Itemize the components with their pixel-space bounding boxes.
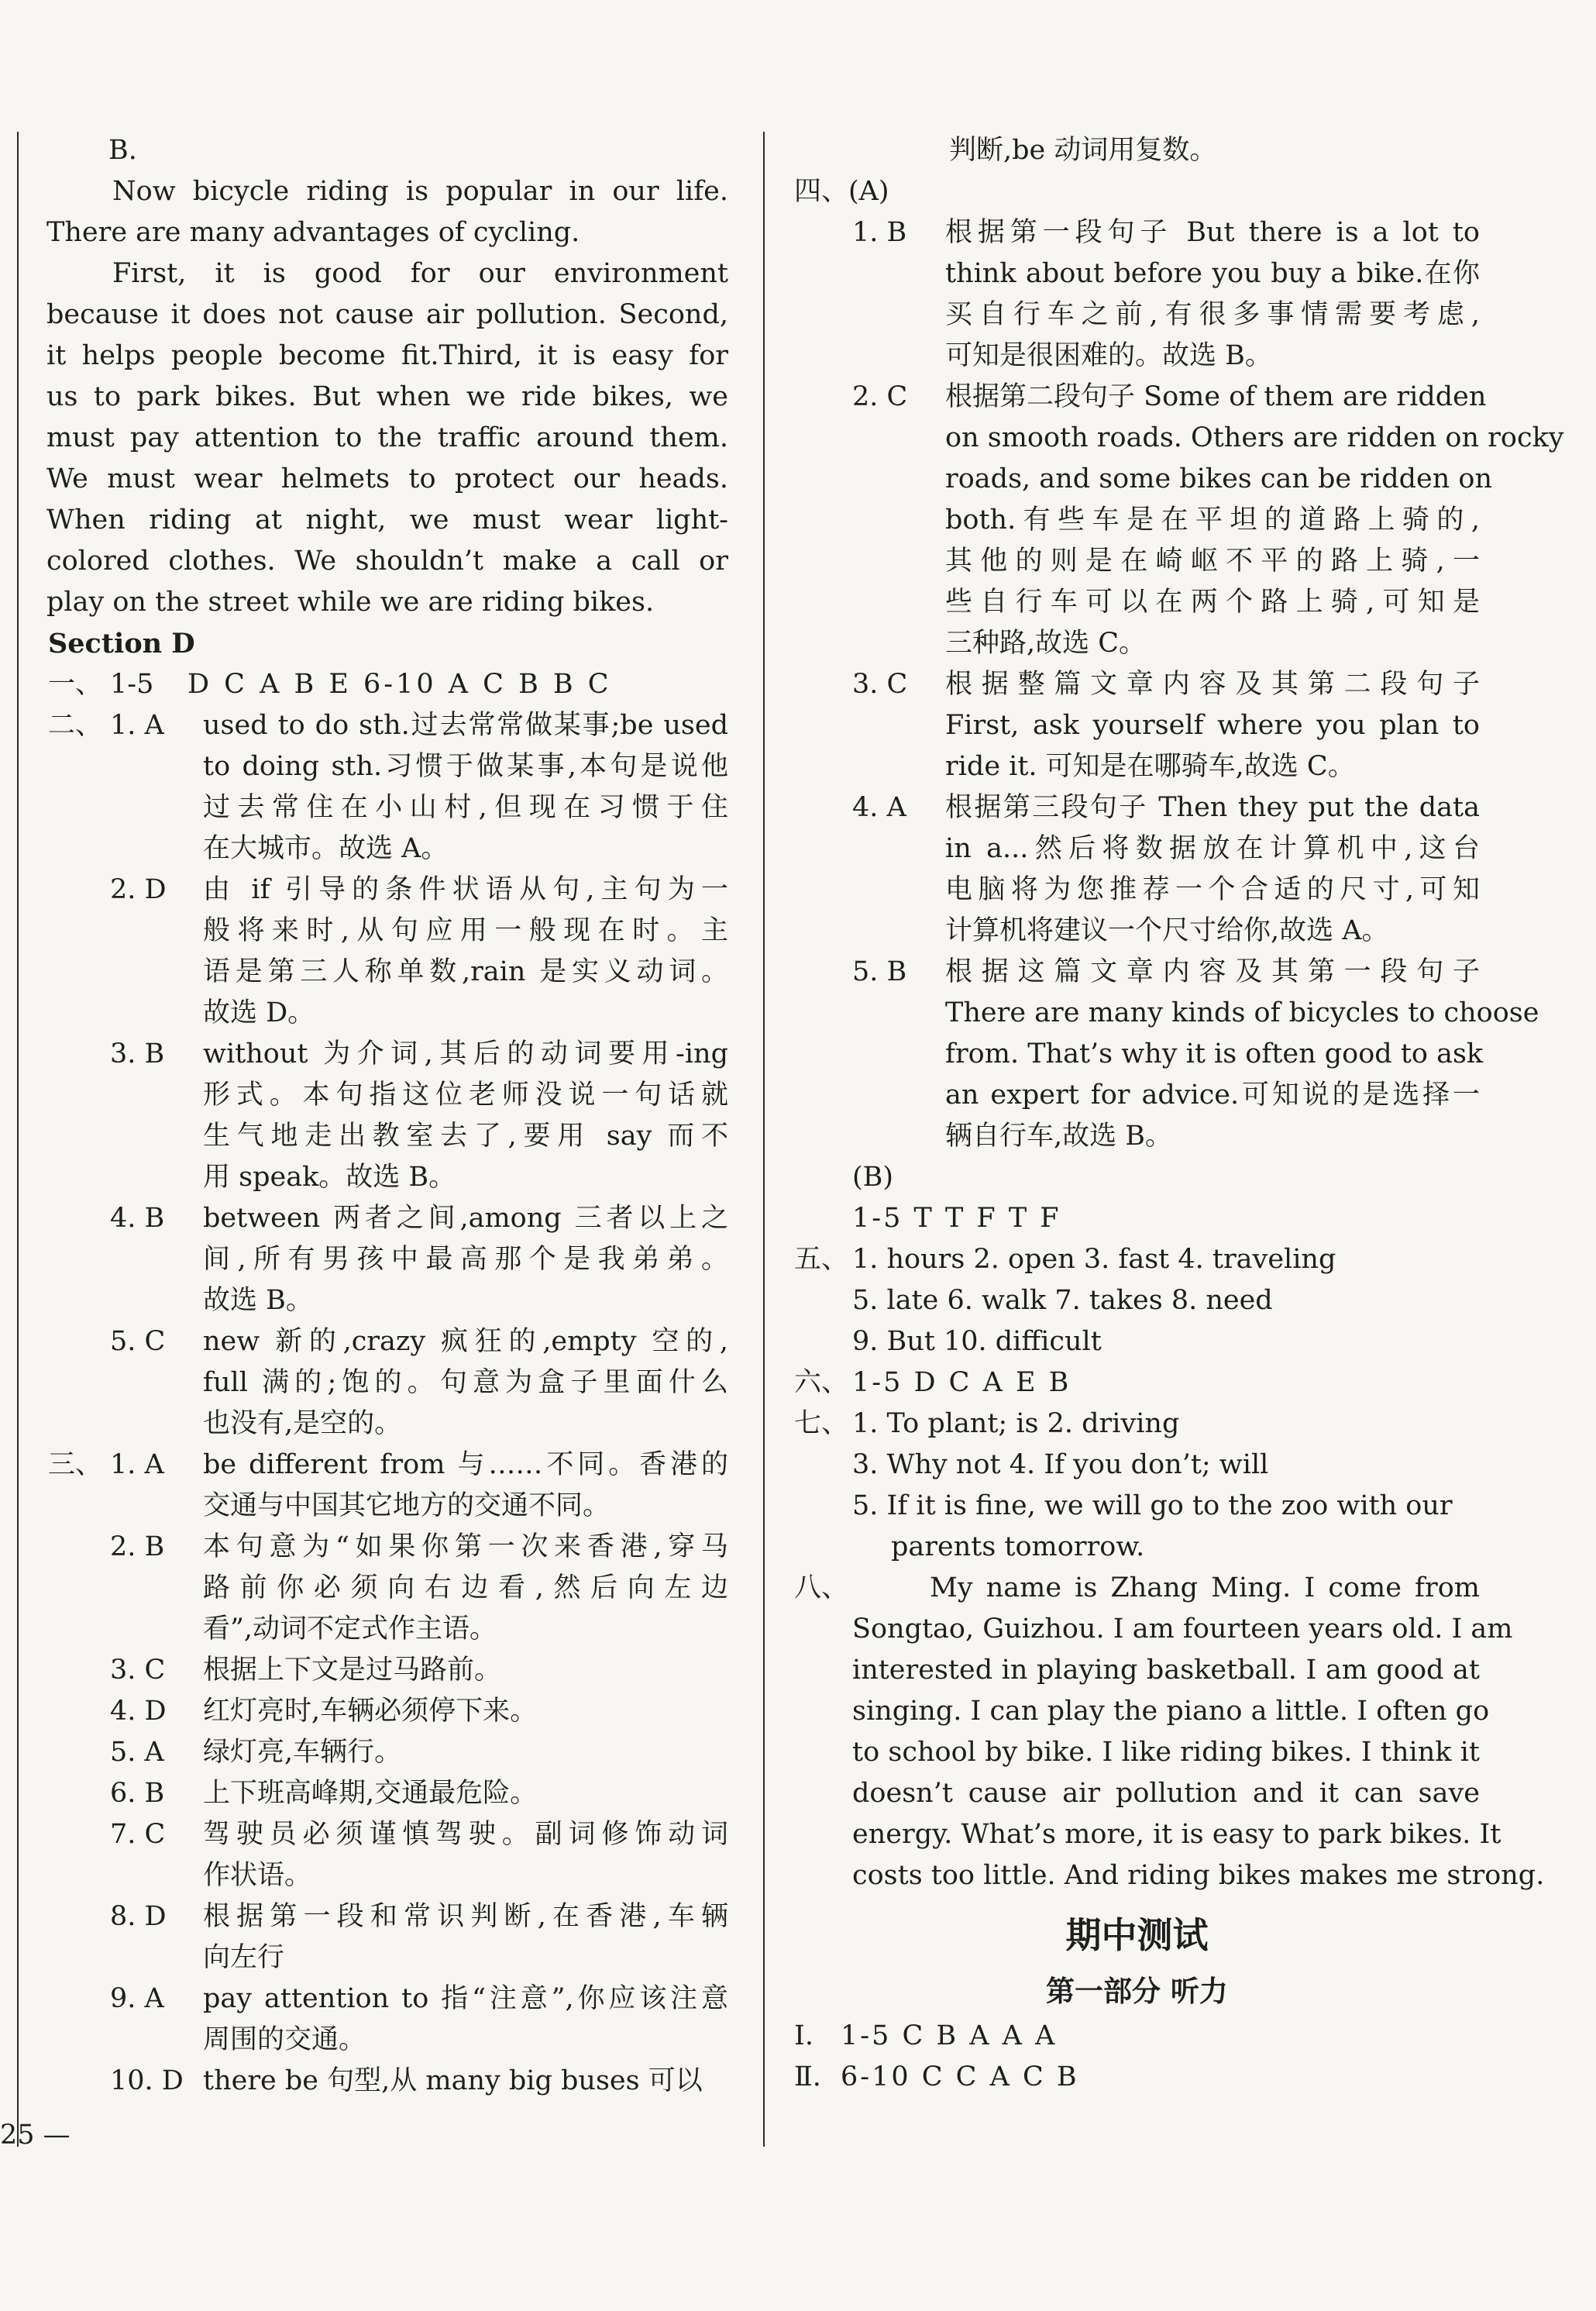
section-mark xyxy=(794,1773,852,1814)
section-heading-4a: 四、(A) xyxy=(794,176,889,207)
answer-item-line xyxy=(794,746,1480,787)
section-mark xyxy=(48,911,110,952)
item-explanation: 根据第三段句子 Then they put the data xyxy=(945,792,1480,823)
section-mark: 一、 xyxy=(48,669,103,700)
answer-item-line xyxy=(0,870,728,911)
midterm-title: 期中测试 xyxy=(1065,1914,1209,1956)
section-mark xyxy=(48,746,110,787)
item-explanation: 在大城市。故选 A。 xyxy=(203,833,449,864)
essay-line-part8 xyxy=(794,1609,1513,1650)
section-mark xyxy=(794,1445,852,1486)
item-explanation: 路前你必须向右边看,然后向左边 xyxy=(203,1572,728,1603)
essay-line: Now bicycle riding is popular in our life. xyxy=(112,176,728,207)
answer-item-line xyxy=(794,870,1480,911)
item-number xyxy=(852,253,945,294)
continuation-line: 判断,be 动词用复数。 xyxy=(949,135,1217,166)
answer-row-part6 xyxy=(794,1362,1480,1403)
item-number xyxy=(852,1075,945,1116)
item-explanation: 语是第三人称单数,rain 是实义动词。 xyxy=(203,956,728,987)
item-explanation: new 新的,crazy 疯狂的,empty 空的, xyxy=(203,1326,728,1357)
answer-row-part5 xyxy=(794,1239,1480,1280)
answer-item-line xyxy=(0,952,728,993)
section-mark xyxy=(48,1403,110,1445)
item-explanation: 根据上下文是过马路前。 xyxy=(203,1655,502,1686)
essay-line-part8 xyxy=(794,1814,1501,1855)
item-explanation: 本句意为“如果你第一次来香港,穿马 xyxy=(203,1531,728,1562)
item-explanation: 也没有,是空的。 xyxy=(203,1408,402,1439)
item-explanation: on smooth roads. Others are ridden on rocky xyxy=(945,422,1564,453)
answer-item-line xyxy=(0,1896,728,1937)
item-explanation: both.有些车是在平坦的道路上骑的, xyxy=(945,505,1480,536)
section-mark xyxy=(48,952,110,993)
section-mark xyxy=(48,2061,110,2102)
item-explanation: 根据第二段句子 Some of them are ridden xyxy=(945,381,1487,412)
essay-text: to school by bike. I like riding bikes. I think it xyxy=(852,1737,1480,1768)
answer-text: 1. To plant; is 2. driving xyxy=(852,1408,1180,1439)
item-number: 2. D xyxy=(110,874,167,905)
section-mark xyxy=(48,1157,110,1198)
essay-line-part8 xyxy=(794,1650,1480,1691)
answer-row-part7 xyxy=(794,1445,1480,1486)
essay-text: costs too little. And riding bikes makes me strong. xyxy=(852,1860,1545,1891)
essay-line-part8 xyxy=(794,1773,1480,1814)
answer-item-line xyxy=(0,1239,728,1280)
answer-item-line xyxy=(0,1527,728,1568)
answer-item-line xyxy=(794,294,1480,336)
answer-item-line xyxy=(0,705,728,746)
answer-item-line xyxy=(0,1321,728,1362)
answer-item-line xyxy=(0,1116,728,1157)
item-explanation: 驾驶员必须谨慎驾驶。副词修饰动词 xyxy=(203,1819,728,1850)
item-number xyxy=(852,911,945,952)
answer-key: 6-10 C C A C B xyxy=(841,2061,1079,2092)
item-explanation: to doing sth.习惯于做某事,本句是说他 xyxy=(203,751,728,782)
answer-item-line xyxy=(0,2020,728,2061)
item-explanation: 上下班高峰期,交通最危险。 xyxy=(203,1778,538,1809)
answer-item-line xyxy=(0,1937,728,1979)
item-number: 5. C xyxy=(110,1326,166,1357)
item-explanation: 由 if 引导的条件状语从句,主句为一 xyxy=(203,874,728,905)
essay-text: doesn’t cause air pollution and it can save xyxy=(852,1778,1480,1809)
answer-row-part7 xyxy=(794,1486,1480,1527)
essay-line: When riding at night, we must wear light- xyxy=(46,505,728,536)
item-explanation: 电脑将为您推荐一个合适的尺寸,可知 xyxy=(945,874,1480,905)
section-mark xyxy=(794,1486,852,1527)
answer-item-line xyxy=(794,1034,1484,1075)
essay-text: Songtao, Guizhou. I am fourteen years old. I am xyxy=(852,1614,1513,1645)
answer-text: 5. If it is fine, we will go to the zoo with our xyxy=(852,1490,1453,1521)
item-number xyxy=(852,746,945,787)
item-number xyxy=(110,787,203,828)
item-number: 1. A xyxy=(110,1449,164,1480)
answer-item-line xyxy=(794,952,1480,993)
item-number xyxy=(110,1855,203,1896)
item-number: 4. D xyxy=(110,1696,167,1727)
item-explanation: be different from 与……不同。香港的 xyxy=(203,1449,728,1480)
section-mark xyxy=(48,828,110,870)
answer-item-line xyxy=(0,1979,728,2020)
item-number xyxy=(110,1609,203,1650)
answer-item-line xyxy=(0,1568,728,1609)
item-number: 3. B xyxy=(110,1038,165,1069)
answer-row-part7 xyxy=(794,1403,1480,1445)
essay-line-part8 xyxy=(794,1691,1490,1732)
item-explanation: roads, and some bikes can be ridden on xyxy=(945,463,1492,494)
item-explanation: 根据这篇文章内容及其第一段句子 xyxy=(945,956,1480,987)
item-explanation: 生气地走出教室去了,要用 say 而不 xyxy=(203,1121,728,1152)
essay-line-part8 xyxy=(794,1732,1480,1773)
section-mark: 三、 xyxy=(48,1449,103,1480)
essay-line: play on the street while we are riding bikes. xyxy=(46,587,655,618)
item-number xyxy=(110,1239,203,1280)
answer-item-line xyxy=(0,1855,728,1896)
essay-line: because it does not cause air pollution. Second, xyxy=(46,299,728,330)
item-number: 4. A xyxy=(852,792,906,823)
answer-key: 1-5 C B A A A xyxy=(841,2020,1058,2051)
answer-item-line xyxy=(0,1362,728,1403)
item-number: 2. C xyxy=(852,381,908,412)
section-mark xyxy=(48,1773,110,1814)
item-number: 10. D xyxy=(110,2065,184,2096)
item-explanation: there be 句型,从 many big buses 可以 xyxy=(203,2065,703,2096)
answer-item-line xyxy=(794,1116,1480,1157)
item-explanation: 计算机将建议一个尺寸给你,故选 A。 xyxy=(945,915,1389,946)
section-mark xyxy=(48,1486,110,1527)
item-explanation: 过去常住在小山村,但现在习惯于住 xyxy=(203,792,728,823)
answer-key-4b: 1-5 T T F T F xyxy=(852,1203,1061,1234)
item-number xyxy=(110,1157,203,1198)
answer-item-line xyxy=(0,1650,728,1691)
section-mark xyxy=(48,1198,110,1239)
section-mark: 八、 xyxy=(794,1572,849,1603)
item-explanation: 辆自行车,故选 B。 xyxy=(945,1121,1172,1152)
answer-item-line xyxy=(794,541,1480,582)
item-number: 5. A xyxy=(110,1737,164,1768)
section-mark xyxy=(48,1691,110,1732)
column-divider xyxy=(763,132,765,2147)
answer-item-line xyxy=(0,1445,728,1486)
answer-item-line xyxy=(0,1486,728,1527)
item-explanation: without 为介词,其后的动词要用-ing xyxy=(203,1038,728,1069)
item-explanation: 三种路,故选 C。 xyxy=(945,628,1147,659)
item-number: 1. B xyxy=(852,217,907,248)
item-explanation: used to do sth.过去常常做某事;be used xyxy=(203,710,728,741)
answer-item-line xyxy=(794,500,1480,541)
item-number xyxy=(110,1116,203,1157)
answer-item-line xyxy=(0,1198,728,1239)
answer-item-line xyxy=(0,1157,728,1198)
section-mark xyxy=(794,1732,852,1773)
answer-item-line xyxy=(0,1732,728,1773)
essay-line: First, it is good for our environment xyxy=(112,258,728,289)
item-explanation: 周围的交通。 xyxy=(203,2024,366,2055)
item-number xyxy=(110,911,203,952)
listening-answer-row xyxy=(794,2057,1480,2098)
item-explanation: 根据第一段和常识判断,在香港,车辆 xyxy=(203,1901,728,1932)
answer-text: 9. But 10. difficult xyxy=(852,1326,1102,1357)
section-mark xyxy=(48,1034,110,1075)
item-number xyxy=(852,1116,945,1157)
section-heading-4b: (B) xyxy=(852,1162,894,1193)
section-mark xyxy=(48,1239,110,1280)
section-mark xyxy=(48,1321,110,1362)
item-number xyxy=(110,1362,203,1403)
item-number xyxy=(110,1937,203,1979)
section-mark xyxy=(794,1280,852,1321)
section-mark xyxy=(794,1814,852,1855)
item-explanation: full 满的;饱的。句意为盒子里面什么 xyxy=(203,1367,728,1398)
section-mark: Ⅱ. xyxy=(794,2061,821,2092)
answer-item-line xyxy=(0,1075,728,1116)
section-title: Section D xyxy=(48,628,195,660)
section-mark xyxy=(48,1568,110,1609)
item-explanation: 交通与中国其它地方的交通不同。 xyxy=(203,1490,611,1521)
item-explanation: 绿灯亮,车辆行。 xyxy=(203,1737,402,1768)
answer-item-line xyxy=(794,623,1480,664)
section-mark xyxy=(794,1321,852,1362)
section-mark xyxy=(48,1855,110,1896)
item-explanation: 作状语。 xyxy=(203,1860,312,1891)
answer-row-part1 xyxy=(0,664,728,705)
item-number: 8. D xyxy=(110,1901,167,1932)
answer-item-line xyxy=(794,377,1487,418)
answer-item-line xyxy=(0,1814,728,1855)
answer-item-line xyxy=(794,336,1480,377)
item-explanation: 般将来时,从句应用一般现在时。主 xyxy=(203,915,728,946)
answer-item-line xyxy=(794,664,1480,705)
answer-item-line xyxy=(794,253,1480,294)
answer-item-line xyxy=(0,787,728,828)
answer-text: 1. hours 2. open 3. fast 4. traveling xyxy=(852,1244,1336,1275)
item-number xyxy=(110,828,203,870)
answer-item-line xyxy=(794,911,1480,952)
section-mark xyxy=(794,1691,852,1732)
section-mark xyxy=(794,1855,852,1896)
section-mark xyxy=(48,993,110,1034)
item-number xyxy=(852,294,945,336)
answer-item-line xyxy=(794,418,1564,459)
answer-item-line xyxy=(0,746,728,787)
item-number xyxy=(110,2020,203,2061)
section-mark: 六、 xyxy=(794,1367,849,1398)
answer-item-line xyxy=(794,787,1480,828)
answer-key: D C A B E 6-10 A C B B C xyxy=(187,669,612,700)
item-explanation: First, ask yourself where you plan to xyxy=(945,710,1480,741)
answer-text: 5. late 6. walk 7. takes 8. need xyxy=(852,1285,1273,1316)
answer-item-line xyxy=(0,1691,728,1732)
item-number xyxy=(110,1486,203,1527)
section-mark: Ⅰ. xyxy=(794,2020,813,2051)
item-explanation: an expert for advice.可知说的是选择一 xyxy=(945,1080,1480,1111)
section-mark xyxy=(48,1814,110,1855)
answer-row-part7-cont: parents tomorrow. xyxy=(891,1531,1145,1562)
listening-answer-row xyxy=(794,2016,1480,2057)
item-number xyxy=(852,993,945,1034)
item-number xyxy=(110,1568,203,1609)
item-explanation: 根据第一段句子 But there is a lot to xyxy=(945,217,1480,248)
section-mark xyxy=(48,1116,110,1157)
answer-item-line xyxy=(0,1280,728,1321)
part-one-title: 第一部分 听力 xyxy=(1046,1974,1228,2008)
section-mark xyxy=(48,1937,110,1979)
section-mark xyxy=(48,870,110,911)
item-number xyxy=(852,336,945,377)
item-number: 4. B xyxy=(110,1203,165,1234)
answer-key: 1-5 D C A E B xyxy=(852,1367,1071,1398)
essay-line-part8 xyxy=(794,1568,1480,1609)
answer-item-line xyxy=(0,1034,728,1075)
section-mark xyxy=(48,1896,110,1937)
answer-row-part5 xyxy=(794,1280,1480,1321)
item-number: 6. B xyxy=(110,1778,165,1809)
answer-item-line xyxy=(0,2061,728,2102)
essay-text: singing. I can play the piano a little. I often go xyxy=(852,1696,1490,1727)
answer-item-line xyxy=(0,911,728,952)
item-number xyxy=(110,1280,203,1321)
essay-text: energy. What’s more, it is easy to park bikes. It xyxy=(852,1819,1501,1850)
section-mark xyxy=(48,1650,110,1691)
item-number xyxy=(110,1075,203,1116)
item-number xyxy=(852,541,945,582)
section-mark xyxy=(48,1979,110,2020)
section-mark: 二、 xyxy=(48,710,103,741)
section-mark xyxy=(794,1650,852,1691)
item-explanation: 形式。本句指这位老师没说一句话就 xyxy=(203,1080,728,1111)
item-number xyxy=(110,746,203,787)
essay-line: must pay attention to the traffic around them. xyxy=(46,422,728,453)
essay-line: us to park bikes. But when we ride bikes, we xyxy=(46,381,728,412)
item-number xyxy=(852,500,945,541)
answer-item-line xyxy=(794,705,1480,746)
answer-item-line xyxy=(0,1403,728,1445)
section-mark: 七、 xyxy=(794,1408,849,1439)
item-number: 7. C xyxy=(110,1819,166,1850)
section-mark xyxy=(48,1075,110,1116)
answer-item-line xyxy=(0,1609,728,1650)
answer-item-line xyxy=(0,993,728,1034)
item-explanation: 些自行车可以在两个路上骑,可知是 xyxy=(945,587,1480,618)
intro-label: B. xyxy=(108,135,137,166)
section-mark xyxy=(48,787,110,828)
item-number xyxy=(110,1403,203,1445)
essay-line: We must wear helmets to protect our heads. xyxy=(46,463,728,494)
section-mark xyxy=(48,1732,110,1773)
answer-range: 1-5 xyxy=(110,669,154,700)
item-explanation: 根据整篇文章内容及其第二段句子 xyxy=(945,669,1480,700)
item-explanation: 可知是很困难的。故选 B。 xyxy=(945,340,1272,371)
item-explanation: ride it. 可知是在哪骑车,故选 C。 xyxy=(945,751,1355,782)
essay-text: My name is Zhang Ming. I come from xyxy=(930,1572,1480,1603)
item-explanation: 间,所有男孩中最高那个是我弟弟。 xyxy=(203,1244,728,1275)
section-mark: 五、 xyxy=(794,1244,849,1275)
answer-item-line xyxy=(794,828,1480,870)
item-explanation: from. That’s why it is often good to ask xyxy=(945,1038,1484,1069)
essay-line: There are many advantages of cycling. xyxy=(46,217,580,248)
left-column xyxy=(46,130,728,2102)
answer-text: 3. Why not 4. If you don’t; will xyxy=(852,1449,1269,1480)
item-explanation: 红灯亮时,车辆必须停下来。 xyxy=(203,1696,538,1727)
essay-line: it helps people become fit.Third, it is easy for xyxy=(46,340,728,371)
item-explanation: There are many kinds of bicycles to choose xyxy=(945,997,1539,1028)
page-number: 25 — xyxy=(0,2120,71,2151)
item-number: 5. B xyxy=(852,956,907,987)
section-mark xyxy=(794,1609,852,1650)
answer-row-part5 xyxy=(794,1321,1480,1362)
section-mark xyxy=(48,1362,110,1403)
item-number xyxy=(110,952,203,993)
item-explanation: 看”,动词不定式作主语。 xyxy=(203,1614,497,1645)
item-explanation: 买自行车之前,有很多事情需要考虑, xyxy=(945,299,1480,330)
section-mark xyxy=(48,2020,110,2061)
essay-line-part8 xyxy=(794,1855,1545,1896)
answer-item-line xyxy=(794,993,1539,1034)
answer-item-line xyxy=(794,459,1492,500)
item-number xyxy=(852,705,945,746)
item-number: 2. B xyxy=(110,1531,165,1562)
answer-item-line xyxy=(0,1773,728,1814)
item-number: 1. A xyxy=(110,710,164,741)
item-explanation: 故选 D。 xyxy=(203,997,315,1028)
item-number: 3. C xyxy=(852,669,908,700)
section-mark xyxy=(48,1527,110,1568)
item-number: 3. C xyxy=(110,1655,166,1686)
item-number xyxy=(852,828,945,870)
item-number xyxy=(852,418,945,459)
item-number xyxy=(110,993,203,1034)
right-column xyxy=(794,130,1564,2098)
answer-item-line xyxy=(0,828,728,870)
answer-item-line xyxy=(794,582,1480,623)
item-explanation: in a...然后将数据放在计算机中,这台 xyxy=(945,833,1480,864)
answer-item-line xyxy=(794,1075,1480,1116)
answer-item-line xyxy=(794,212,1480,253)
item-explanation: 向左行 xyxy=(203,1942,285,1973)
section-mark xyxy=(48,1280,110,1321)
item-explanation: pay attention to 指“注意”,你应该注意 xyxy=(203,1983,728,2014)
item-explanation: think about before you buy a bike.在你 xyxy=(945,258,1480,289)
item-number xyxy=(852,870,945,911)
item-explanation: 故选 B。 xyxy=(203,1285,313,1316)
item-number xyxy=(852,459,945,500)
item-explanation: between 两者之间,among 三者以上之 xyxy=(203,1203,728,1234)
item-number xyxy=(852,582,945,623)
essay-line: colored clothes. We shouldn’t make a call or xyxy=(46,546,728,577)
item-number: 9. A xyxy=(110,1983,164,2014)
essay-text: interested in playing basketball. I am good at xyxy=(852,1655,1480,1686)
item-number xyxy=(852,1034,945,1075)
item-explanation: 用 speak。故选 B。 xyxy=(203,1162,456,1193)
item-number xyxy=(852,623,945,664)
item-explanation: 其他的则是在崎岖不平的路上骑,一 xyxy=(945,546,1480,577)
section-mark xyxy=(48,1609,110,1650)
